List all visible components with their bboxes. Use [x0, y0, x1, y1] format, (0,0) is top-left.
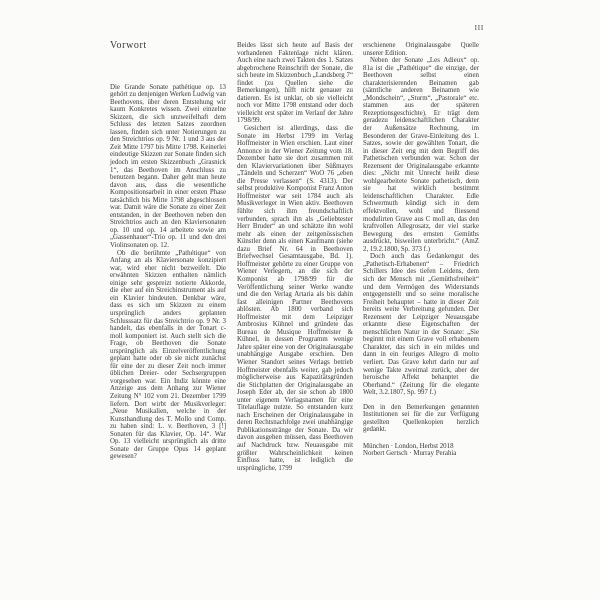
- signature-names: Norbert Gertsch · Murray Perahia: [363, 450, 457, 458]
- page-number: III: [474, 24, 484, 32]
- col1-paragraph-2: Ob die berühmte „Pathétique“ von Anfang an als Klaviersonate konzipiert war, wird eher nicht bezweifelt. Die erwähnten Skizzen enthalten nämlich einige sehr gespreizt notierte Akkorde, die eher auf ein Streichinstrument als auf ein Klavier hindeuten. Denkbar wäre, dass es sich um Skizzen zu einem ursprünglich anders geplanten Schlusssatz für das Streichtrio op. 9 Nr. 3 handelt, das ebenfalls in der Tonart c-moll komponiert ist. Auch stellt sich die Frage, ob Beethoven die Sonate ursprünglich als Einzelveröffentlichung geplant hatte oder ob sie nicht zunächst für eine der zu dieser Zeit noch immer üblichen Dreier- oder Sechsergruppen vorgesehen war. Ein Indiz könnte eine Anzeige aus dem Anhang zur Wiener Zeitung N° 102 vom 21. Dezember 1799 liefern. Dort wirbt der Musikverleger: „Neue Musikalien, welche in der Kunsthandlung des T. Mollo und Comp. zu haben sind: L. v. Beethoven, 3 [!] Sonaten für das Klavier, Op. 14“. War Op. 13 vielleicht ursprünglich als dritte Sonate der Gruppe Opus 14 geplant gewesen?: [110, 249, 226, 461]
- col3-paragraph-1: erschienene Originalausgabe Quelle unserer Edition.: [363, 42, 479, 57]
- page-title: Vorwort: [110, 40, 147, 51]
- col2-paragraph-2: Gesichert ist allerdings, dass die Sonate im Herbst 1799 im Verlag Hoffmeister in Wien erschien. Laut einer Annonce in der Wiener Zeitung vom 18. Dezember hatte sie dort zusammen mit den Klaviervariationen über Süßmayrs „Tändeln und Scherzen“ WoO 76 „eben die Presse verlassen“ (S. 4313). Der selbst produktive Komponist Franz Anton Hoffmeister war seit 1784 auch als Musikverleger in Wien aktiv. Beethoven fühlte sich ihm freundschaftlich verbunden, sprach ihn als „Geliebtester Herr Bruder“ an und schätzte ihn wohl mehr als einen der zeitgenössischen Künstler denn als einen Kaufmann (siehe dazu Brief Nr. 64 in Beethoven Briefwechsel Gesamtausgabe, Bd. 1). Hoffmeister gehörte zu einer Gruppe von Wiener Verlegern, an die sich der Komponist ab 1798/99 für die Veröffentlichung seiner Werke wandte und die den Verlag Artaria als bis dahin fast alleinigen Partner Beethovens ablösten. Ab 1800 verband sich Hoffmeister mit dem Leipziger Ambrosius Kühnel und gründete das Bureau de Musique Hoffmeister & Kühnel, in dessen Programm wenige Jahre später eine von der Originalausgabe unabhängige Ausgabe erschien. Den Wiener Standort seines Verlags betrieb Hoffmeister ebenfalls weiter, gab jedoch möglicherweise aus Kapazitätsgründen die Stichplatten der Originalausgabe an Joseph Eder ab, der sie schon ab 1800 unter eigenem Verlagsnamen für eine Titelauflage nutzte. So entstanden kurz nach Erscheinen der Originalausgabe in deren Rechtsnachfolge zwei unabhängige Publikationsstränge der Sonate. Da wir davon ausgehen müssen, dass Beethoven auf Nachdruck bzw. Neuausgabe mit größter Wahrscheinlichkeit keinen Einfluss hatte, ist lediglich die ursprüngliche, 1799: [237, 125, 353, 472]
- col3-acknowledgement-paragraph: Den in den Bemerkungen genannten Institutionen sei für die zur Verfügung gestellten Quellenkopien herzlich gedankt.: [363, 403, 479, 434]
- col2-paragraph-1: Beides lässt sich heute auf Basis der vorhandenen Faktenlage nicht klären. Auch eine nach zwei Takten des 1. Satzes abgebrochene Reinschrift der Sonate, die sich heute im Skizzenbuch „Landsberg 7“ findet (zu Quellen siehe die Bemerkungen), hilft nicht genauer zu datieren. Es ist unklar, ob sie vielleicht noch vor Mitte 1798 entstand oder doch vielleicht erst später im Verlauf der Jahre 1798/99.: [237, 42, 353, 125]
- column-2: [237, 42, 353, 472]
- col1-paragraph-1: Die Grande Sonate pathétique op. 13 gehört zu denjenigen Werken Ludwig van Beethovens, über deren Entstehung wir kaum Konkretes wissen. Zwei einzelne Skizzen, die sich unzweifelhaft dem Schluss des letzten Satzes zuordnen lassen, finden sich unter Notierungen zu den Streichtrios op. 9 Nr. 1 und 3 aus der Zeit Mitte 1797 bis Mitte 1798. Keinerlei eindeutige Skizzen zur Sonate finden sich jedoch im ersten Skizzenbuch „Grasnick 1“, das Beethoven im Anschluss zu benutzen begann. Daher geht man heute davon aus, dass die wesentliche Kompositionsarbeit in einer ersten Phase tatsächlich bis Mitte 1798 abgeschlossen war. Damit wäre die Sonate zu einer Zeit entstanden, in der Beethoven neben den Streichtrios auch an den Klaviersonaten op. 10 und op. 14 arbeitete sowie am „Gassenhauer“-Trio op. 11 und den drei Violinsonaten op. 12.: [110, 83, 226, 250]
- col3-paragraph-3: Doch auch das Gedankengut des „Pathetisch-Erhabenen“ – Friedrich Schillers Idee des tiefen Leidens, dem sich der Mensch mit „Gemüthsfreiheit“ und dem Vermögen des Widerstands entgegenstellt und so seine moralische Freiheit behauptet – hatte in dieser Zeit bereits weite Verbreitung gefunden. Der Rezensent der Leipziger Neuausgabe erkannte diese Eigenschaften der menschlichen Natur in der Sonate: „Sie beginnt mit einem Grave voll erhabenem Charakter, das sich in ein mildes und dann in ein feuriges Allegro di molto verliert. Das Grave kehrt darin nur auf wenige Takte zweimal zurück, aber der heroische Affekt behauptet die Oberhand.“ (Zeitung für die elegante Welt, 3.2.1807, Sp. 997 f.): [363, 253, 479, 397]
- column-3: [363, 42, 479, 458]
- signature-place-date: München · London, Herbst 2018: [363, 442, 454, 450]
- col3-paragraph-2: Neben der Sonate „Les Adieux“ op. 81a ist die „Pathétique“ die einzige, der Beethoven selbst einen charakterisierenden Beinamen gab (sämtliche anderen Beinamen wie „Mondschein“, „Sturm“, „Pastorale“ etc. stammen aus der späteren Rezeptionsgeschichte). Er trägt dem geradezu leidenschaftlichen Charakter der Außensätze Rechnung, im Besonderen der Grave-Einleitung des 1. Satzes, sowie der gewählten Tonart, die in dieser Zeit eng mit dem Begriff des Pathetischen verbunden war. Schon der Rezensent der Originalausgabe erkannte dies: „Nicht mit Unrecht heißt diese wohlgearbeitete Sonate pathetisch, denn sie hat wirklich bestimmt leidenschaftlichen Charakter. Edle Schwermuth kündigt sich in dem effektvollen, wohl und fliessend modulirten Grave aus C moll an, das den kraftvollen Allegrosatz, der viel starke Bewegung des ernsten Gemüths ausdrückt, bisweilen unterbricht.“ (AmZ 2, 19.2.1800, Sp. 373 f.): [363, 57, 479, 253]
- column-1: [110, 42, 226, 461]
- signature-block: [363, 443, 479, 458]
